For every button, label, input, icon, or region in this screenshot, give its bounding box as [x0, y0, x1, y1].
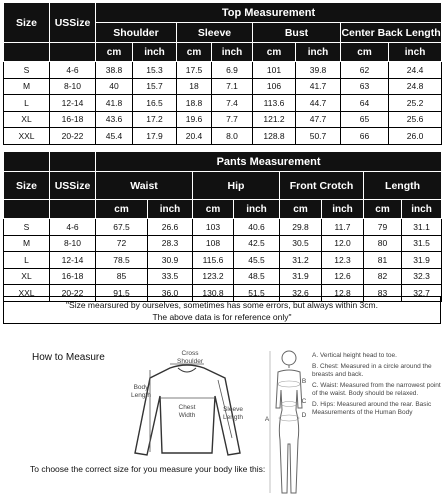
value-cell: 63 — [341, 78, 389, 95]
value-cell: 18.8 — [177, 95, 212, 112]
value-cell: 79 — [364, 219, 402, 236]
ussize-cell: 16-18 — [50, 268, 96, 285]
group-header: Waist — [96, 172, 193, 200]
value-cell: 12.3 — [322, 252, 364, 269]
value-cell: 47.7 — [296, 111, 341, 128]
ussize-cell: 16-18 — [50, 111, 96, 128]
ussize-cell: 20-22 — [50, 128, 96, 145]
value-cell: 36.0 — [148, 285, 193, 302]
table-title: Top Measurement — [96, 3, 442, 23]
marker-a-label: A — [264, 416, 270, 423]
value-cell: 50.7 — [296, 128, 341, 145]
unit-header: inch — [212, 43, 253, 62]
value-cell: 25.6 — [389, 111, 442, 128]
value-cell: 12.8 — [322, 285, 364, 302]
value-cell: 81 — [364, 252, 402, 269]
value-cell: 67.5 — [96, 219, 148, 236]
value-cell: 25.2 — [389, 95, 442, 112]
unit-header: inch — [296, 43, 341, 62]
size-cell: S — [4, 219, 50, 236]
ussize-header: USSize — [50, 172, 96, 200]
ussize-cell: 12-14 — [50, 95, 96, 112]
top-measurement-table — [3, 2, 442, 145]
value-cell: 30.9 — [148, 252, 193, 269]
unit-header: cm — [96, 43, 133, 62]
size-cell: XL — [4, 268, 50, 285]
value-cell: 72 — [96, 235, 148, 252]
value-cell: 115.6 — [193, 252, 234, 269]
value-cell: 20.4 — [177, 128, 212, 145]
size-cell: M — [4, 78, 50, 95]
size-cell: S — [4, 62, 50, 79]
value-cell: 24.8 — [389, 78, 442, 95]
marker-b-label: B — [301, 378, 307, 385]
value-cell: 18 — [177, 78, 212, 95]
ussize-header: USSize — [50, 3, 96, 43]
value-cell: 121.2 — [253, 111, 296, 128]
value-cell: 26.6 — [148, 219, 193, 236]
value-cell: 41.7 — [296, 78, 341, 95]
ussize-cell: 4-6 — [50, 219, 96, 236]
size-cell: L — [4, 252, 50, 269]
ussize-cell: 20-22 — [50, 285, 96, 302]
marker-d-label: D — [301, 412, 307, 419]
value-cell: 26.0 — [389, 128, 442, 145]
unit-header: inch — [148, 200, 193, 219]
value-cell: 128.8 — [253, 128, 296, 145]
ussize-cell: 8-10 — [50, 78, 96, 95]
choose-size-instruction: To choose the correct size for you measure your body like this: — [30, 464, 266, 474]
value-cell: 24.4 — [389, 62, 442, 79]
unit-header: inch — [234, 200, 280, 219]
note-d: D. Hips: Measured around the rear. Basic Measurements of the Human Body — [312, 401, 432, 416]
value-cell: 82 — [364, 268, 402, 285]
pants-measurement-table — [3, 151, 442, 302]
value-cell: 45.4 — [96, 128, 133, 145]
value-cell: 103 — [193, 219, 234, 236]
value-cell: 91.5 — [96, 285, 148, 302]
group-header: Front Crotch — [280, 172, 364, 200]
value-cell: 101 — [253, 62, 296, 79]
table-title: Pants Measurement — [96, 152, 442, 172]
value-cell: 106 — [253, 78, 296, 95]
value-cell: 40 — [96, 78, 133, 95]
value-cell: 42.5 — [234, 235, 280, 252]
unit-header: cm — [193, 200, 234, 219]
value-cell: 31.1 — [402, 219, 442, 236]
unit-header: inch — [322, 200, 364, 219]
value-cell: 17.2 — [133, 111, 177, 128]
unit-header: inch — [133, 43, 177, 62]
value-cell: 17.5 — [177, 62, 212, 79]
group-header: Center Back Length — [341, 23, 442, 43]
measurement-notes — [312, 352, 442, 420]
unit-header: inch — [389, 43, 442, 62]
body-length-label: Body Length — [131, 384, 151, 399]
unit-header: cm — [253, 43, 296, 62]
note-line-1: "Size mearsured by ourselves, sometimes has some errors, but always within 3cm. — [66, 300, 378, 310]
table-row — [4, 268, 442, 285]
cross-shoulder-label: Cross Shoulder — [176, 350, 204, 365]
how-to-measure-section — [0, 340, 444, 500]
unit-header: cm — [280, 200, 322, 219]
value-cell: 31.9 — [402, 252, 442, 269]
size-cell: L — [4, 95, 50, 112]
value-cell: 66 — [341, 128, 389, 145]
value-cell: 8.0 — [212, 128, 253, 145]
value-cell: 80 — [364, 235, 402, 252]
sleeve-length-label: Sleeve Length — [223, 406, 243, 421]
group-header: Hip — [193, 172, 280, 200]
value-cell: 38.8 — [96, 62, 133, 79]
value-cell: 32.6 — [280, 285, 322, 302]
how-to-measure-title: How to Measure — [32, 352, 105, 363]
value-cell: 7.7 — [212, 111, 253, 128]
value-cell: 39.8 — [296, 62, 341, 79]
value-cell: 108 — [193, 235, 234, 252]
group-header: Sleeve — [177, 23, 253, 43]
value-cell: 44.7 — [296, 95, 341, 112]
value-cell: 12.0 — [322, 235, 364, 252]
value-cell: 41.8 — [96, 95, 133, 112]
value-cell: 32.3 — [402, 268, 442, 285]
value-cell: 62 — [341, 62, 389, 79]
table-row — [4, 219, 442, 236]
group-header: Length — [364, 172, 442, 200]
value-cell: 31.5 — [402, 235, 442, 252]
table-row — [4, 78, 442, 95]
value-cell: 7.1 — [212, 78, 253, 95]
value-cell: 45.5 — [234, 252, 280, 269]
unit-header: cm — [341, 43, 389, 62]
value-cell: 113.6 — [253, 95, 296, 112]
value-cell: 65 — [341, 111, 389, 128]
table-row — [4, 252, 442, 269]
value-cell: 12.6 — [322, 268, 364, 285]
value-cell: 19.6 — [177, 111, 212, 128]
value-cell: 64 — [341, 95, 389, 112]
value-cell: 78.5 — [96, 252, 148, 269]
value-cell: 17.9 — [133, 128, 177, 145]
group-header: Bust — [253, 23, 341, 43]
ussize-cell: 8-10 — [50, 235, 96, 252]
table-row — [4, 95, 442, 112]
value-cell: 31.9 — [280, 268, 322, 285]
table-row — [4, 235, 442, 252]
value-cell: 16.5 — [133, 95, 177, 112]
value-cell: 130.8 — [193, 285, 234, 302]
unit-header: cm — [364, 200, 402, 219]
note-c: C. Waist: Measured from the narrowest point of the waist. Body should be relaxed. — [312, 382, 441, 397]
value-cell: 11.7 — [322, 219, 364, 236]
value-cell: 40.6 — [234, 219, 280, 236]
table-row — [4, 62, 442, 79]
group-header: Shoulder — [96, 23, 177, 43]
value-cell: 29.8 — [280, 219, 322, 236]
unit-header: cm — [177, 43, 212, 62]
value-cell: 31.2 — [280, 252, 322, 269]
size-header: Size — [4, 172, 50, 200]
unit-header: inch — [402, 200, 442, 219]
table-row — [4, 128, 442, 145]
table-row — [4, 111, 442, 128]
unit-header: cm — [96, 200, 148, 219]
value-cell: 51.5 — [234, 285, 280, 302]
value-cell: 43.6 — [96, 111, 133, 128]
value-cell: 33.5 — [148, 268, 193, 285]
value-cell: 85 — [96, 268, 148, 285]
note-a: A. Vertical height head to toe. — [312, 352, 397, 359]
note-b: B. Chest: Measured in a circle around the breasts and back. — [312, 363, 432, 378]
reference-note — [3, 296, 441, 324]
note-line-2: The above data is for reference only" — [152, 312, 292, 322]
value-cell: 6.9 — [212, 62, 253, 79]
value-cell: 15.3 — [133, 62, 177, 79]
value-cell: 30.5 — [280, 235, 322, 252]
ussize-cell: 4-6 — [50, 62, 96, 79]
ussize-cell: 12-14 — [50, 252, 96, 269]
value-cell: 83 — [364, 285, 402, 302]
size-cell: M — [4, 235, 50, 252]
chest-width-label: Chest Width — [178, 404, 196, 419]
value-cell: 7.4 — [212, 95, 253, 112]
size-cell: XXL — [4, 285, 50, 302]
value-cell: 15.7 — [133, 78, 177, 95]
value-cell: 28.3 — [148, 235, 193, 252]
size-header: Size — [4, 3, 50, 43]
body-figure-icon — [268, 348, 310, 498]
value-cell: 32.7 — [402, 285, 442, 302]
value-cell: 123.2 — [193, 268, 234, 285]
size-cell: XXL — [4, 128, 50, 145]
size-cell: XL — [4, 111, 50, 128]
value-cell: 48.5 — [234, 268, 280, 285]
marker-c-label: C — [301, 398, 307, 405]
